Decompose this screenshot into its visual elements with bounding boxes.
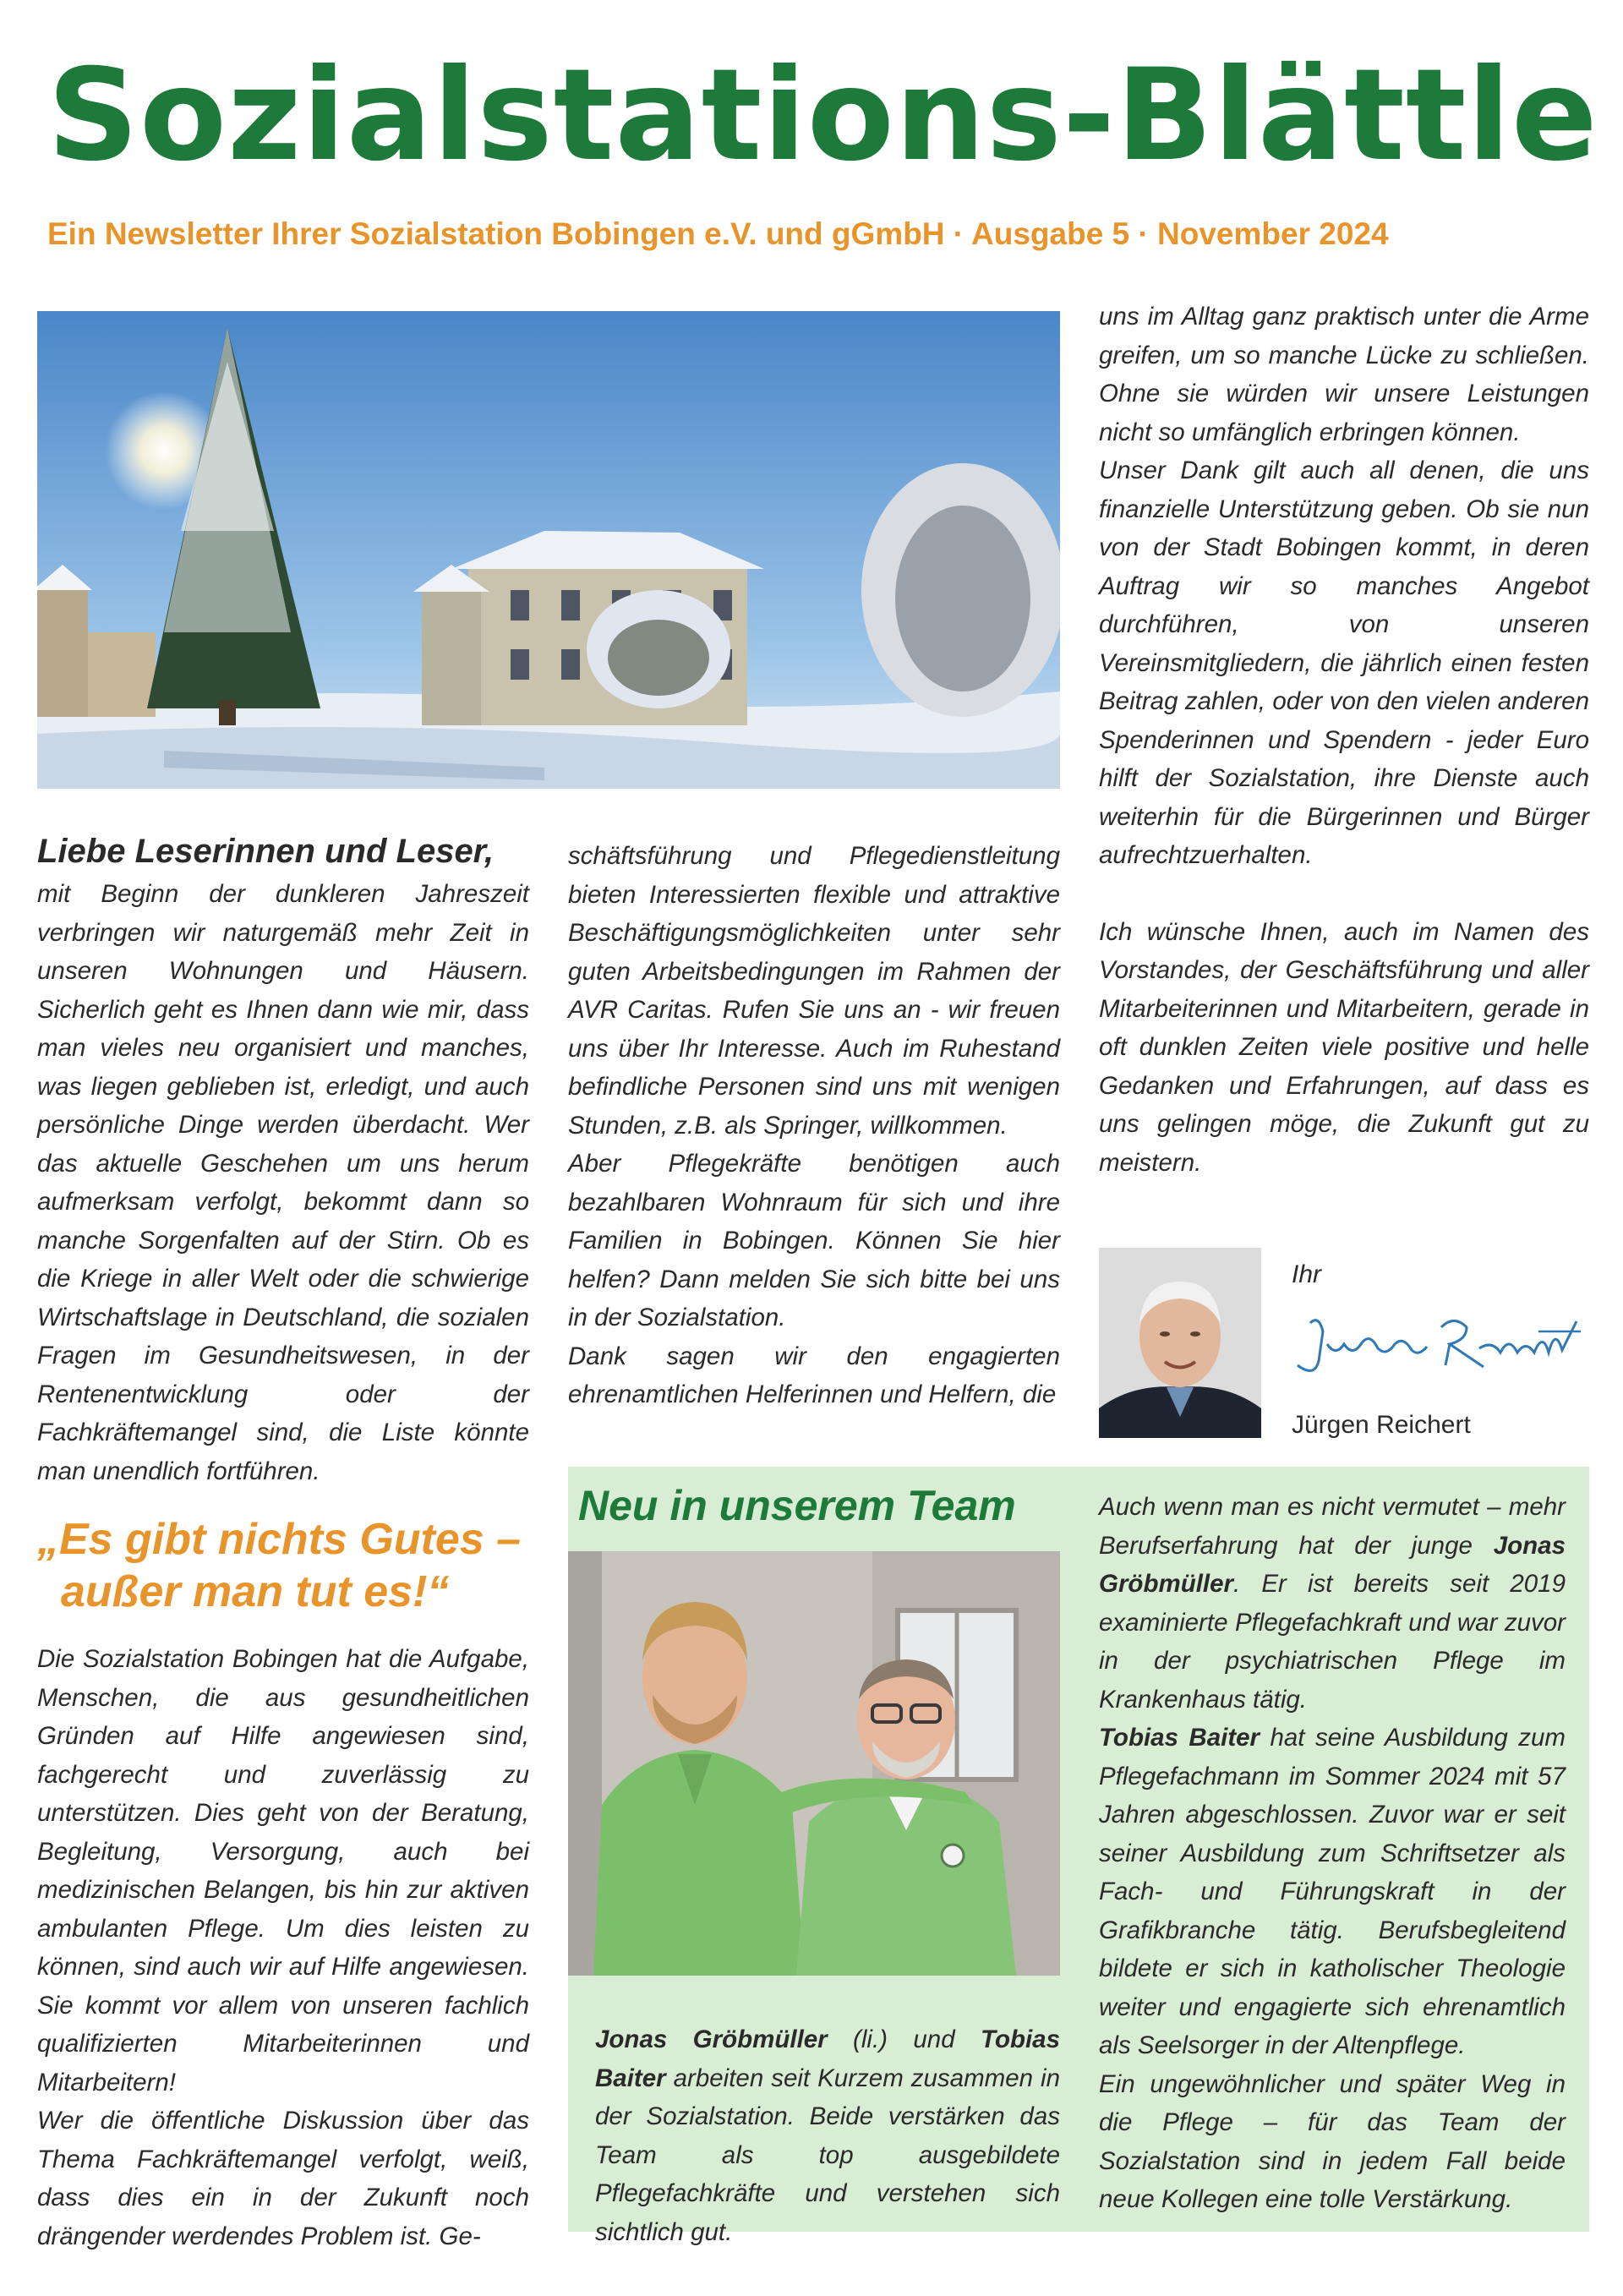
caption-name-jonas: Jonas Gröbmüller xyxy=(595,2025,828,2053)
letter-paragraph: Unser Dank gilt auch all denen, die uns finanzielle Unterstützung geben. Ob sie nun von der Stadt Bobingen kommt, in deren Auftrag wir so manches Angebot durchführen, von unseren Vereinsmitgliedern, die jährlich einen festen Beitrag zahlen, oder von den vielen anderen Spenderinnen und Spendern - jeder Euro hilft der Sozialstation, ihre Dienste auch weiterhin für die Bürgerinnen und Bürger aufrechtzuerhalten. xyxy=(1099,456,1589,869)
handwritten-signature xyxy=(1285,1306,1589,1382)
letter-salutation: Liebe Leserinnen und Leser, xyxy=(37,833,495,870)
article-paragraph: Die Sozialstation Bobingen hat die Aufgabe, Menschen, die aus gesundheitlichen Gründen auf Hilfe angewiesen sind, fachgerecht und zuverlässig zu unterstützen. Dies geht von der Beratung, Begleitung, Versorgung, auch bei medizinischen Belangen, bis hin zur aktiven ambulanten Pflege. Um dies leisten zu können, sind auch wir auf Hilfe angewiesen. Sie kommt vor allem von unseren fachlich qualifizierten Mitarbeiterinnen und Mitarbeitern! xyxy=(37,1645,529,2096)
team-section-heading: Neu in unserem Team xyxy=(578,1482,1016,1529)
letter-column-2 xyxy=(568,837,1060,1414)
article-paragraph xyxy=(1099,1488,1566,1719)
quote-section-body xyxy=(37,1640,529,2255)
caption-paragraph xyxy=(595,2020,1060,2251)
article-text: hat seine Ausbildung zum Pflegefachmann im Sommer 2024 mit 57 Jahren abgeschlossen. Zuvor war er seit seiner Ausbildung zum Schriftsetzer als Fach- und Führungskraft in der Grafikbranche tätig. Berufsbegleitend bildete er sich in katholischer Theologie weiter und engagierte sich ehrenamtlich als Seelsorger in der Altenpflege. xyxy=(1099,1724,1566,2059)
quote-line: außer man tut es!“ xyxy=(61,1567,450,1616)
newsletter-title: Sozialstations-Blättle xyxy=(47,42,1598,189)
caption-text: (li.) und xyxy=(827,2025,981,2053)
caption-name-tobias: Tobias Baiter xyxy=(595,2025,1060,2092)
letter-paragraph: schäftsführung und Pflegedienstleitung bieten Interessierten flexible und attraktive Beschäftigungsmöglichkeiten unter sehr guten Arbeitsbedingungen im Rahmen der AVR Caritas. Rufen Sie uns an - wir freuen uns über Ihr Interesse. Auch im Ruhestand befindliche Personen sind uns mit wenigen Stunden, z.B. als Springer, willkommen. xyxy=(568,842,1060,1140)
quote-line: „Es gibt nichts Gutes – xyxy=(37,1515,522,1564)
letter-column-1 xyxy=(37,875,529,1490)
article-paragraph: Wer die öffentliche Diskussion über das Thema Fachkräftemangel verfolgt, weiß, dass dies ein in der Zukunft noch drängender werdendes Problem ist. Ge- xyxy=(37,2107,529,2250)
signer-name: Jürgen Reichert xyxy=(1292,1411,1471,1439)
quote-heading xyxy=(37,1513,544,1618)
newsletter-subtitle: Ein Newsletter Ihrer Sozialstation Bobingen e.V. und gGmbH · Ausgabe 5 · November 2024 xyxy=(47,216,1389,251)
letter-closing: Ihr xyxy=(1292,1260,1322,1288)
article-paragraph: Ein ungewöhnlicher und später Weg in die Pflege – für das Team der Sozialstation sind in jedem Fall beide neue Kollegen eine tolle Verstärkung. xyxy=(1099,2069,1566,2213)
caption-text: arbeiten seit Kurzem zusammen in der Sozialstation. Beide verstärken das Team als top ausgebildete Pflegefachkräfte und verstehen sich sichtlich gut. xyxy=(595,2064,1060,2246)
letter-paragraph: uns im Alltag ganz praktisch unter die Arme greifen, um so manche Lücke zu schließen. Ohne sie würden wir unsere Leistungen nicht so umfänglich erbringen können. xyxy=(1099,303,1589,446)
hero-photo-winter-building xyxy=(37,311,1060,789)
letter-column-3 xyxy=(1099,298,1589,1182)
letter-paragraph: Ich wünsche Ihnen, auch im Namen des Vorstandes, der Geschäftsführung und aller Mitarbeiterinnen und Mitarbeitern, gerade in oft dunklen Zeiten viele positive und helle Gedanken und Erfahrungen, auf dass es uns gelingen möge, die Zukunft gut zu meistern. xyxy=(1099,917,1589,1177)
team-photo-two-nurses xyxy=(568,1551,1060,1976)
article-text: . Er ist bereits seit 2019 examinierte Pflegefachkraft und war zuvor in der psychiatrischen Pflege im Krankenhaus tätig. xyxy=(1099,1570,1566,1714)
article-text: Auch wenn man es nicht vermutet – mehr Berufserfahrung hat der junge xyxy=(1099,1493,1566,1560)
letter-paragraph: Aber Pflegekräfte benötigen auch bezahlbaren Wohnraum für sich und ihre Familien in Bobingen. Können Sie hier helfen? Dann melden Sie sich bitte bei uns in der Sozialstation. xyxy=(568,1150,1060,1331)
name-tobias: Tobias Baiter xyxy=(1099,1724,1260,1752)
team-article-body xyxy=(1099,1488,1566,2219)
team-photo-caption xyxy=(595,2020,1060,2251)
letter-paragraph: mit Beginn der dunkleren Jahreszeit verbringen wir naturgemäß mehr Zeit in unseren Wohnungen und Häusern. Sicherlich geht es Ihnen dann wie mir, dass man vieles neu organisiert und manches, was liegen geblieben ist, erledigt, und auch persönliche Dinge werden überdacht. Wer das aktuelle Geschehen um uns herum aufmerksam verfolgt, bekommt dann so manche Sorgenfalten auf der Stirn. Ob es die Kriege in aller Welt oder die schwierige Wirtschaftslage in Deutschland, die sozialen Fragen im Gesundheitswesen, in der Rentenentwicklung oder der Fachkräftemangel sind, die Liste könnte man unendlich fortführen. xyxy=(37,880,529,1485)
letter-paragraph: Dank sagen wir den engagierten ehrenamtlichen Helferinnen und Helfern, die xyxy=(568,1342,1060,1408)
portrait-photo-juergen-reichert xyxy=(1099,1248,1261,1438)
name-jonas: Jonas Gröbmüller xyxy=(1099,1531,1566,1598)
article-paragraph xyxy=(1099,1719,1566,2065)
